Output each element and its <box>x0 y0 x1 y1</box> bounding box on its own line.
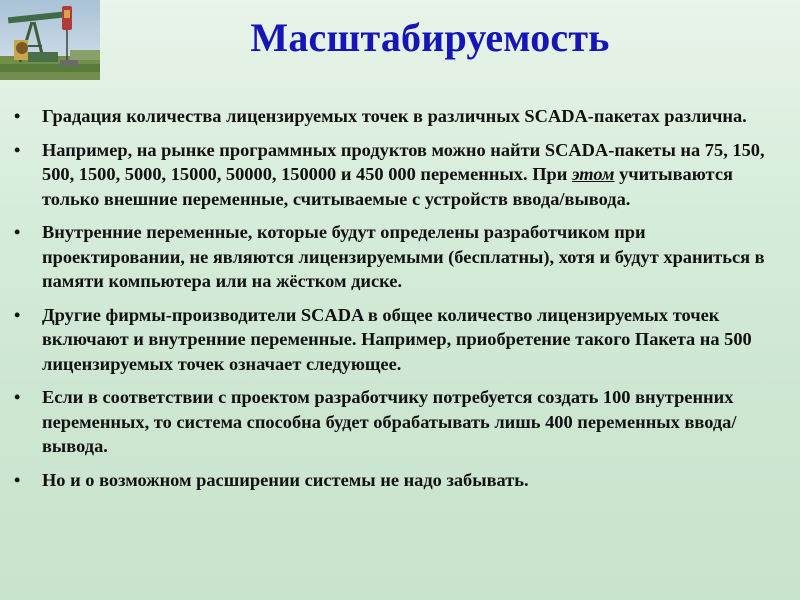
bullet-dot-icon: • <box>14 469 21 490</box>
bullet-text: Если в соответствии с проектом разработчику потребуется создать 100 внутренних переменных, то система способна будет обрабатывать лишь 400 переменных ввода/вывода. <box>42 387 737 456</box>
bullet-text: Градация количества лицензируемых точек в различных SCADA-пакетах различна. <box>42 106 747 126</box>
bullet-dot-icon: • <box>14 139 21 160</box>
bullet-text-continued: учитываются только внешние переменные, считываемые с устройств ввода/вывода. <box>42 164 733 209</box>
list-item <box>14 220 790 294</box>
list-item <box>14 303 790 377</box>
bullet-dot-icon: • <box>14 106 21 126</box>
oil-pump-photo <box>0 0 100 80</box>
list-item <box>14 385 790 459</box>
bullet-text: Но и о возможном расширении системы не надо забывать. <box>42 469 529 490</box>
list-item <box>14 138 790 212</box>
list-item <box>14 104 790 129</box>
bullet-text: Другие фирмы-производители SCADA в общее количество лицензируемых точек включают и внутренние переменные. Например, приобретение такого Пакета на 500 лицензируемых точек означает следующее. <box>42 304 752 374</box>
bullet-dot-icon: • <box>14 222 21 242</box>
list-item <box>14 468 790 493</box>
bullet-dot-icon: • <box>14 304 21 325</box>
oil-pump-icon <box>0 0 100 80</box>
bullet-text: Например, на рынке программных продуктов можно найти SCADA-пакеты на 75, 150, 500, 1500, 5000, 15000, 50000, 150000 и 450 000 переменных. При <box>42 139 765 184</box>
slide-title: Масштабируемость <box>250 15 610 60</box>
emphasized-word: этом <box>571 164 615 184</box>
bullet-text: Внутренние переменные, которые будут определены разработчиком при проектировании, не являются лицензируемыми (бесплатны), хотя и будут храниться в памяти компьютера или на жёстком диске. <box>42 222 765 291</box>
bullet-dot-icon: • <box>14 387 21 407</box>
bullet-list <box>14 104 790 501</box>
